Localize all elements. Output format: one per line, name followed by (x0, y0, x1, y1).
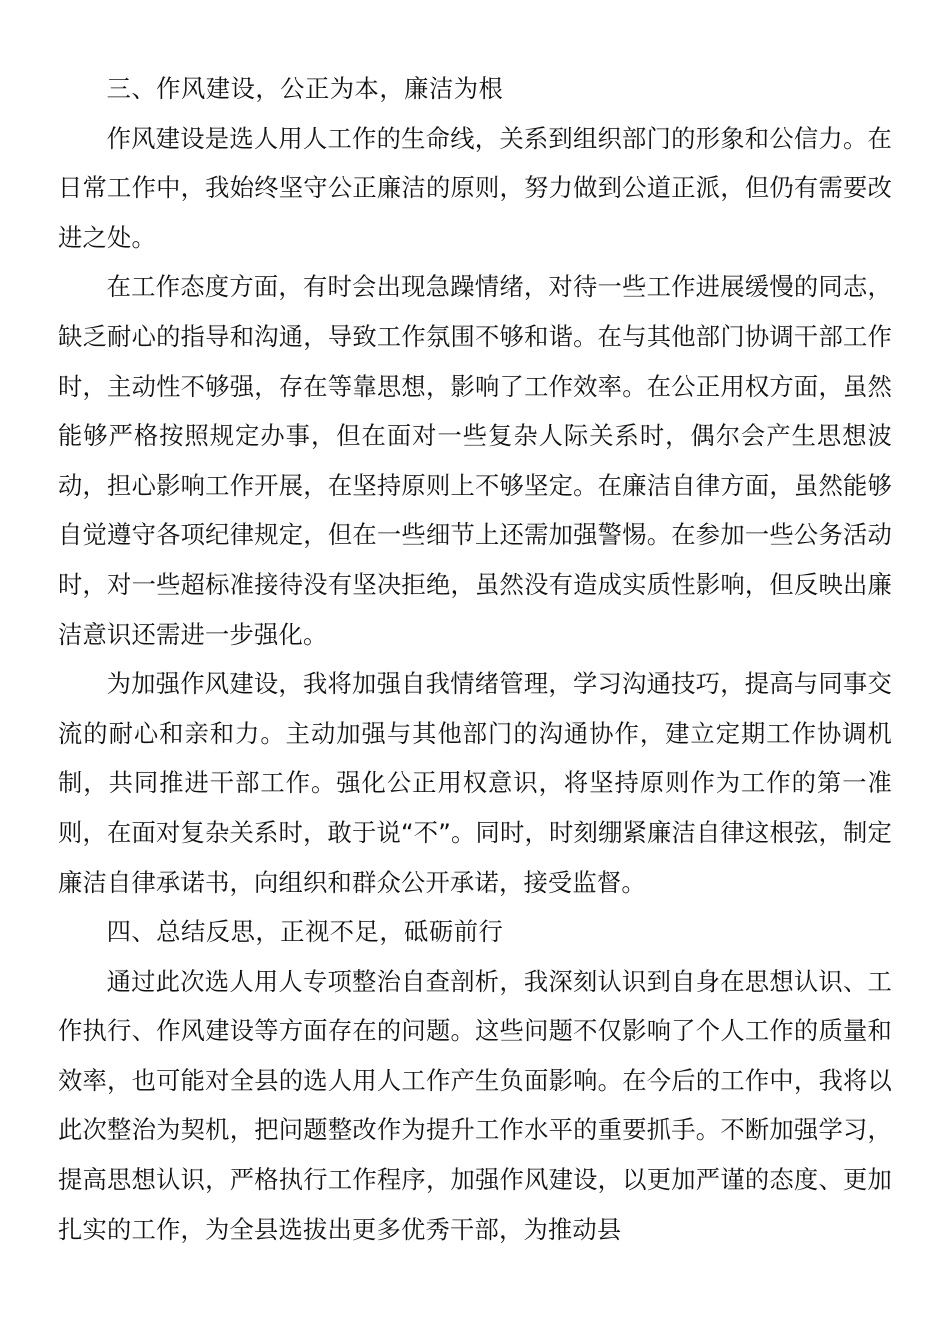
document-page (58, 64, 892, 1254)
section-4-heading: 四、总结反思，正视不足，砥砺前行 (106, 917, 504, 947)
section-3-paragraph-2: 在工作态度方面，有时会出现急躁情绪，对待一些工作进展缓慢的同志，缺乏耐心的指导和沟通，导致工作氛围不够和谐。在与其他部门协调干部工作时，主动性不够强，存在等靠思想，影响了工作效率。在公正用权方面，虽然能够严格按照规定办事，但在面对一些复杂人际关系时，偶尔会产生思想波动，担心影响工作开展，在坚持原则上不够坚定。在廉洁自律方面，虽然能够自觉遵守各项纪律规定，但在一些细节上还需加强警惕。在参加一些公务活动时，对一些超标准接待没有坚决拒绝，虽然没有造成实质性影响，但反映出廉洁意识还需进一步强化。 (58, 272, 892, 649)
section-3-paragraph-3: 为加强作风建设，我将加强自我情绪管理，学习沟通技巧，提高与同事交流的耐心和亲和力。主动加强与其他部门的沟通协作，建立定期工作协调机制，共同推进干部工作。强化公正用权意识，将坚持原则作为工作的第一准则，在面对复杂关系时，敢于说“不”。同时，时刻绷紧廉洁自律这根弦，制定廉洁自律承诺书，向组织和群众公开承诺，接受监督。 (58, 669, 892, 897)
section-3-paragraph-1: 作风建设是选人用人工作的生命线，关系到组织部门的形象和公信力。在日常工作中，我始终坚守公正廉洁的原则，努力做到公道正派，但仍有需要改进之处。 (58, 123, 892, 252)
section-4-paragraph-1: 通过此次选人用人专项整治自查剖析，我深刻认识到自身在思想认识、工作执行、作风建设等方面存在的问题。这些问题不仅影响了个人工作的质量和效率，也可能对全县的选人用人工作产生负面影响。在今后的工作中，我将以此次整治为契机，把问题整改作为提升工作水平的重要抓手。不断加强学习，提高思想认识，严格执行工作程序，加强作风建设，以更加严谨的态度、更加扎实的工作，为全县选拔出更多优秀干部，为推动县 (58, 966, 892, 1244)
section-3-heading: 三、作风建设，公正为本，廉洁为根 (106, 74, 504, 103)
